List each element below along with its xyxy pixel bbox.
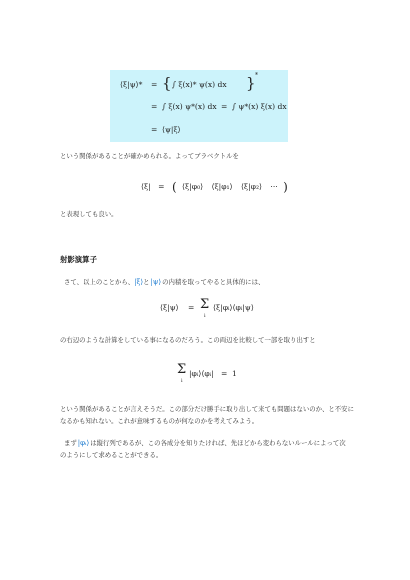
paragraph-bra-intro: という関係があることが確かめられる。よってブラベクトルを xyxy=(60,152,239,160)
conjugate-equation-block xyxy=(110,70,288,142)
summation-symbol: Σ xyxy=(200,297,210,312)
bra-lhs: ⟨ξ| xyxy=(141,182,151,191)
ellipsis: ··· xyxy=(270,182,278,191)
summation-index: i xyxy=(204,313,206,319)
right-brace: } xyxy=(246,74,256,92)
text-segment: の内積を取ってやると具体的には、 xyxy=(162,278,265,286)
completeness-relation xyxy=(177,362,247,388)
inner-product-lhs: ⟨ξ|ψ⟩ xyxy=(160,303,179,312)
paragraph-relation-line-1: という関係があることが言えそうだ。この部分だけ勝手に取り出して来ても問題はないのか、と不安に xyxy=(60,405,354,413)
integral-xi-star-psi: ∫ ξ(x)* ψ(x) dx xyxy=(172,80,227,89)
summation-symbol: Σ xyxy=(177,362,187,377)
paragraph-relation-line-2: なるかも知れない。これが意味するものが何なのかを考えてみよう。 xyxy=(60,417,259,425)
text-segment: は縦行列であるが、この各成分を知りたければ、先ほどから変わらないルールによって次 xyxy=(90,439,346,447)
section-heading: 射影演算子 xyxy=(60,255,97,264)
equals-sign: = xyxy=(221,102,228,111)
equals-sign: = xyxy=(151,102,158,111)
text-segment: さて、以上のことから、 xyxy=(64,278,135,286)
conjugate-star: * xyxy=(255,72,258,79)
equals-sign: = xyxy=(221,369,228,378)
conjugate-lhs: ⟨ξ|ψ⟩* xyxy=(120,80,143,89)
paragraph-inner-product-intro xyxy=(64,278,264,286)
paragraph-column-vector-line-2: のようにして求めることができる。 xyxy=(60,451,163,459)
inner-product-equation xyxy=(160,296,270,322)
equals-sign: = xyxy=(158,182,165,191)
close-paren: ) xyxy=(283,180,288,194)
inline-ket-psi: |ψ⟩ xyxy=(150,278,162,286)
inline-ket-phi: |φᵢ⟩ xyxy=(77,439,90,447)
conjugate-result: ⟨ψ|ξ⟩ xyxy=(162,125,181,134)
integral-xi-psi-star: ∫ ξ(x) ψ*(x) dx xyxy=(162,102,217,111)
text-segment: と xyxy=(143,278,150,286)
integral-psi-star-xi: ∫ ψ*(x) ξ(x) dx xyxy=(232,102,287,111)
paragraph-compare-sides: の右辺のような計算をしている事になるのだろう。この両辺を比較して一部を取り出すと xyxy=(60,336,316,344)
inline-ket-xi: |ξ⟩ xyxy=(134,278,144,286)
identity-value: 1 xyxy=(232,369,237,378)
bra-component-1: ⟨ξ|φ₁⟩ xyxy=(211,182,233,191)
paragraph-column-vector-line-1 xyxy=(64,439,346,447)
inner-product-rhs: ⟨ξ|φᵢ⟩⟨φᵢ|ψ⟩ xyxy=(213,303,254,312)
bra-component-2: ⟨ξ|φ₂⟩ xyxy=(240,182,262,191)
left-brace: { xyxy=(162,74,172,92)
summation-index: i xyxy=(181,378,183,384)
open-paren: ( xyxy=(171,180,177,194)
equals-sign: = xyxy=(188,303,195,312)
bra-component-0: ⟨ξ|φ₀⟩ xyxy=(182,182,204,191)
projector-term: |φᵢ⟩⟨φᵢ| xyxy=(189,369,214,378)
text-segment: まず xyxy=(64,439,77,447)
bra-vector-equation xyxy=(141,180,288,194)
equals-sign: = xyxy=(151,80,158,89)
paragraph-bra-note: と表現しても良い。 xyxy=(60,210,118,218)
equals-sign: = xyxy=(151,125,158,134)
